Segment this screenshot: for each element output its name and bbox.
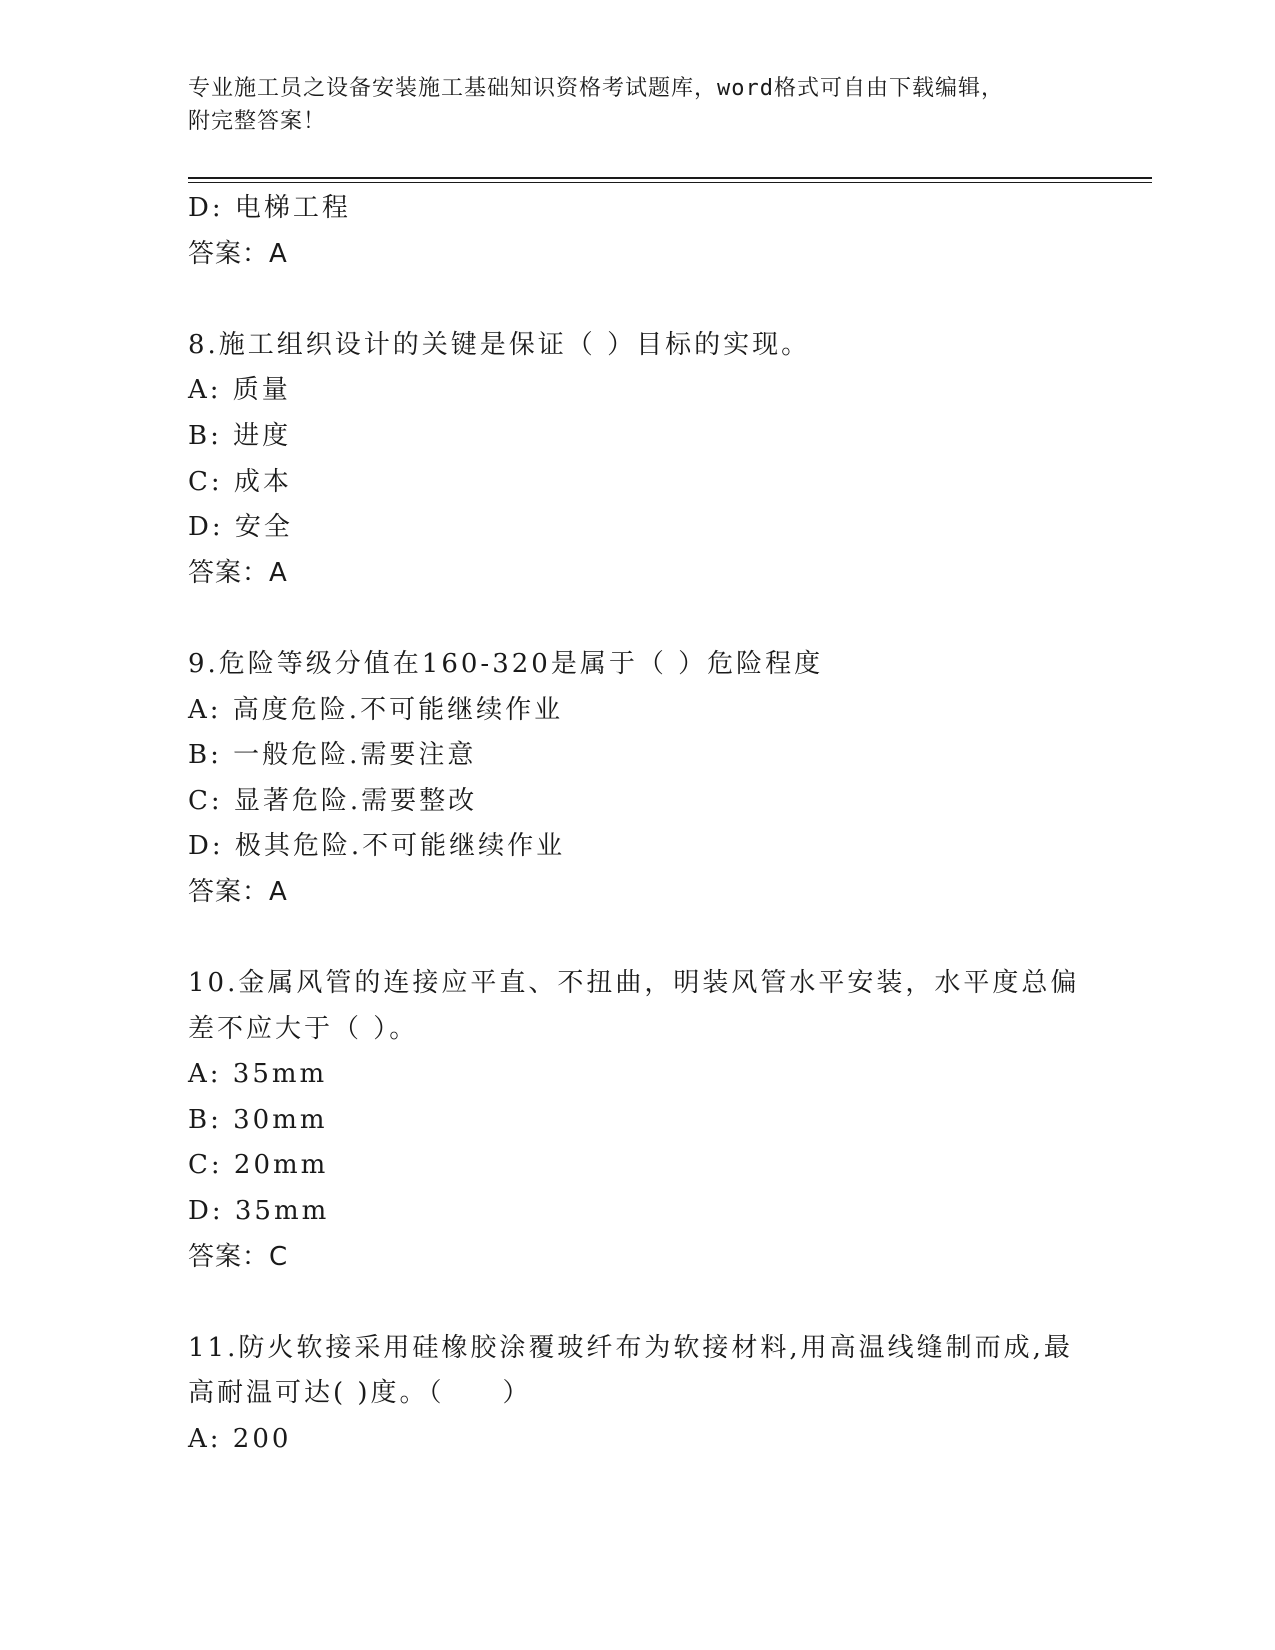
document-header xyxy=(188,72,1068,138)
option-b: B: 进度 xyxy=(188,420,292,451)
option-a: A: 200 xyxy=(188,1424,292,1455)
spacer xyxy=(188,277,1088,323)
option-d: D: 安全 xyxy=(188,512,293,543)
option-d: D: 35mm xyxy=(188,1196,330,1227)
option-d: D: 极其危险.不可能继续作业 xyxy=(188,831,566,862)
question-stem-line-2: 差不应大于（ ）。 xyxy=(188,1013,419,1044)
option-a: A: 35mm xyxy=(188,1059,328,1090)
question-7-tail xyxy=(188,186,1088,277)
option-a: A: 质量 xyxy=(188,375,291,406)
option-a: A: 高度危险.不可能继续作业 xyxy=(188,694,564,725)
option-c: C: 20mm xyxy=(188,1150,329,1181)
option-c: C: 成本 xyxy=(188,466,292,497)
question-stem: 9.危险等级分值在160-320是属于（ ）危险程度 xyxy=(188,648,824,679)
question-stem-line-2: 高耐温可达( )度。（ ） xyxy=(188,1378,532,1409)
answer: 答案：C xyxy=(188,1241,289,1272)
question-stem: 8.施工组织设计的关键是保证（ ）目标的实现。 xyxy=(188,329,811,360)
spacer xyxy=(188,596,1088,642)
question-stem-line-1: 10.金属风管的连接应平直、不扭曲，明装风管水平安装，水平度总偏 xyxy=(188,968,1080,999)
answer: 答案：A xyxy=(188,238,288,269)
spacer xyxy=(188,1280,1088,1326)
header-line-2: 附完整答案！ xyxy=(188,109,327,134)
question-9 xyxy=(188,642,1088,916)
option-d: D: 电梯工程 xyxy=(188,193,351,223)
header-line-1: 专业施工员之设备安装施工基础知识资格考试题库，word格式可自由下载编辑， xyxy=(188,76,1004,101)
question-8 xyxy=(188,323,1088,597)
answer: 答案：A xyxy=(188,557,288,588)
answer: 答案：A xyxy=(188,876,288,907)
question-list xyxy=(188,186,1088,1463)
option-b: B: 30mm xyxy=(188,1104,328,1135)
header-divider-thick xyxy=(188,177,1152,179)
question-10 xyxy=(188,961,1088,1280)
option-b: B: 一般危险.需要注意 xyxy=(188,740,477,771)
option-c: C: 显著危险.需要整改 xyxy=(188,785,478,816)
spacer xyxy=(188,916,1088,962)
header-divider-thin xyxy=(188,182,1152,183)
question-11 xyxy=(188,1326,1088,1463)
question-stem-line-1: 11.防火软接采用硅橡胶涂覆玻纤布为软接材料,用高温线缝制而成,最 xyxy=(188,1332,1073,1363)
